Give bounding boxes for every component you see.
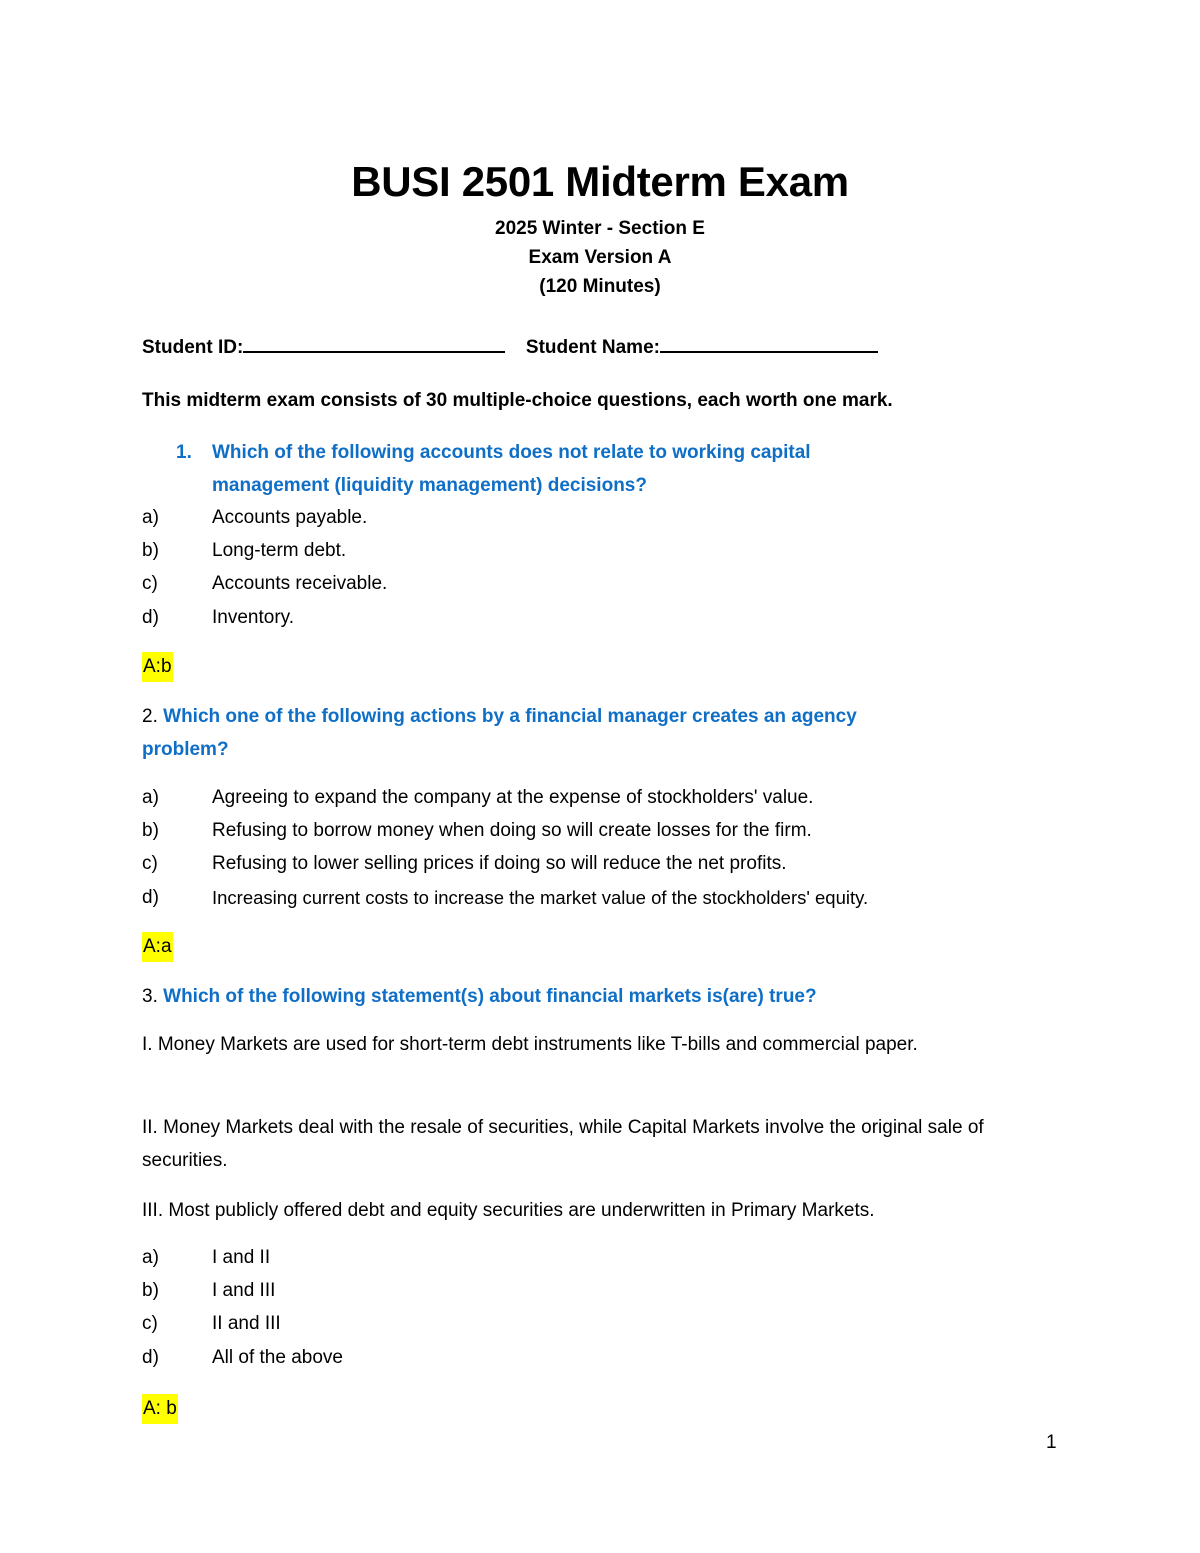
student-info-line	[142, 333, 878, 359]
option-letter: b)	[142, 1280, 159, 1301]
student-id-blank	[243, 333, 505, 353]
question-3-statement-2: II. Money Markets deal with the resale of securities, while Capital Markets involve the original sale of securities.	[142, 1117, 984, 1171]
option-letter: c)	[142, 853, 158, 874]
question-3-statement-1: I. Money Markets are used for short-term debt instruments like T-bills and commercial paper.	[142, 1034, 918, 1055]
option-letter: d)	[142, 887, 159, 908]
question-2-number: 2.	[142, 706, 158, 727]
exam-term: 2025 Winter - Section E	[495, 218, 705, 239]
option-letter: a)	[142, 507, 159, 528]
option-letter: a)	[142, 787, 159, 808]
exam-title: BUSI 2501 Midterm Exam	[351, 158, 849, 205]
exam-instructions: This midterm exam consists of 30 multiple-choice questions, each worth one mark.	[142, 390, 893, 411]
question-3-number: 3.	[142, 986, 158, 1007]
option-letter: c)	[142, 573, 158, 594]
question-2-line1	[142, 700, 857, 733]
option-text: I and II	[212, 1247, 271, 1268]
student-name-label: Student Name:	[525, 337, 660, 358]
option-text: All of the above	[212, 1347, 343, 1368]
option-text: Accounts payable.	[212, 507, 368, 528]
option-text: Inventory.	[212, 607, 295, 628]
option-text: Increasing current costs to increase the market value of the stockholders' equity.	[212, 887, 869, 908]
question-1-number: 1.	[176, 442, 192, 463]
question-3-line1	[142, 980, 817, 1013]
option-text: Refusing to borrow money when doing so will create losses for the firm.	[212, 820, 812, 841]
option-letter: b)	[142, 540, 159, 561]
question-1-text-line2: management (liquidity management) decisions?	[212, 475, 647, 496]
option-letter: d)	[142, 1347, 159, 1368]
option-letter: c)	[142, 1313, 158, 1334]
option-text: Refusing to lower selling prices if doing so will reduce the net profits.	[212, 853, 787, 874]
option-text: II and III	[212, 1313, 281, 1334]
page-number: 1	[1046, 1432, 1057, 1453]
exam-version: Exam Version A	[528, 247, 672, 268]
option-text: Agreeing to expand the company at the expense of stockholders' value.	[212, 787, 814, 808]
question-3-answer: A: b	[142, 1394, 178, 1424]
student-name-blank	[660, 333, 878, 353]
question-2-answer: A:a	[142, 932, 173, 962]
option-text: I and III	[212, 1280, 276, 1301]
question-2-text-line1: Which one of the following actions by a financial manager creates an agency	[163, 706, 857, 727]
option-text: Accounts receivable.	[212, 573, 388, 594]
option-letter: a)	[142, 1247, 159, 1268]
student-id-label: Student ID:	[142, 337, 244, 358]
question-3-text-line1: Which of the following statement(s) about financial markets is(are) true?	[163, 986, 817, 1007]
option-letter: b)	[142, 820, 159, 841]
question-2-text-line2: problem?	[142, 739, 229, 760]
question-1-text-line1: Which of the following accounts does not relate to working capital	[212, 442, 811, 463]
question-1-answer: A:b	[142, 652, 173, 682]
option-text: Long-term debt.	[212, 540, 347, 561]
exam-duration: (120 Minutes)	[539, 276, 661, 297]
option-letter: d)	[142, 607, 159, 628]
question-3-statement-3: III. Most publicly offered debt and equity securities are underwritten in Primary Markets.	[142, 1200, 875, 1221]
